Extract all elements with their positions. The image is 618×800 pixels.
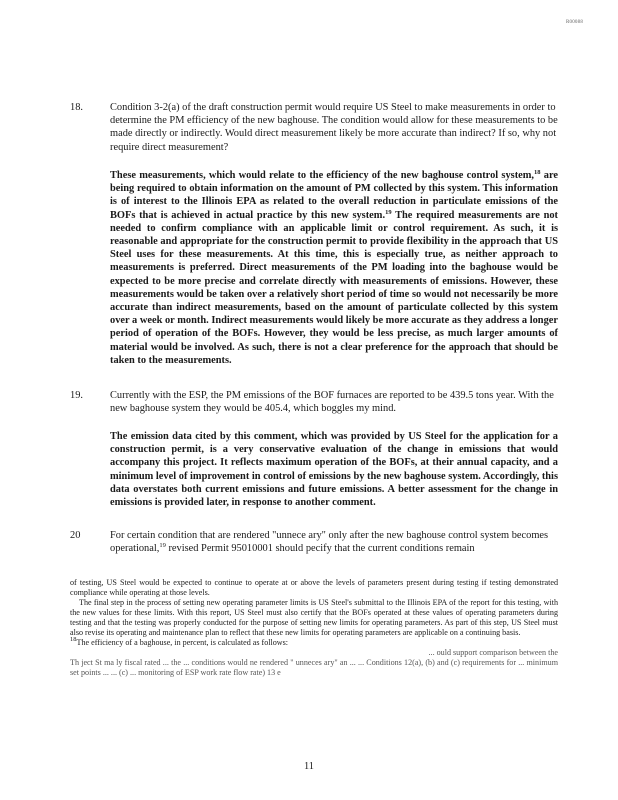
page-id: R00088 [566, 20, 584, 25]
comment-response: The emission data cited by this comment, which was provided by US Steel for the application for a construction permit, is a very conservative evaluation of the change in emissions that would accompany this project. It reflects maximum operation of the BOFs, at their annual capacity, and a minimum level of improvement in control of emissions by the new baghouse system. Accordingly, this data overstates both current emissions and future emissions. A better assessment for the change in emissions is provided later, in response to another comment. [110, 431, 558, 509]
comment-response [110, 169, 558, 367]
footnote-fragment: Th ject St ma ly fiscal rated ... the ... conditions would ne rendered " unneces ary" an ... ... Conditions 12(a), (b) and (c) requirements for ... minimum set points ... ... (c) ... monitoring of ESP work rate flow rate) 13 e [70, 658, 558, 677]
comment-question: Condition 3-2(a) of the draft construction permit would require US Steel to make measurements in order to determine the PM efficiency of the new baghouse. The condition would allow for these measurements to be made directly or indirectly. Would direct measurement likely be more accurate than indirect? If so, why not require direct measurement? [110, 102, 558, 153]
page-number: 11 [303, 761, 314, 772]
footnote-marker: 18 [70, 636, 77, 643]
comment-question [110, 529, 558, 555]
comment-question: Currently with the ESP, the PM emissions of the BOF furnaces are reported to be 439.5 tons year. With the new baghouse system they would be 405.4, which boggles my mind. [110, 390, 554, 415]
item-number: 19. [70, 390, 83, 401]
footnote-ref: 19 [385, 208, 392, 216]
item-number: 20 [70, 530, 81, 541]
footnote-fragment: ... ould support comparison between the [428, 648, 558, 657]
footnote-ref: 18 [534, 169, 541, 176]
footnote-continuation: of testing, US Steel would be expected to continue to operate at or above the levels of parameters present during testing if testing demonstrated compliance while operating at those levels. [70, 578, 558, 597]
question-text: revised Permit 95010001 should pecify that the current conditions remain [165, 543, 475, 555]
response-text: These measurements, which would relate to the efficiency of the new baghouse control system, [110, 170, 535, 181]
footnote-text: The efficiency of a baghouse, in percent, is calculated as follows: [76, 638, 289, 647]
response-text: are being required to obtain information on the amount of PM collected by this system. This information is of interest to the Illinois EPA as related to the overall reduction in particulate emissions of the BOFs that is achieved in actual practice by this new system. [110, 170, 558, 221]
item-number: 18. [70, 102, 83, 113]
question-text: For certain condition that are rendered "unnece ary" only after the new baghouse control system becomes operational, [110, 530, 549, 555]
footnote-18 [70, 638, 558, 648]
footnotes [70, 578, 558, 678]
footnote-ref: 19 [159, 542, 166, 550]
footnote-paragraph: The final step in the process of setting new operating parameter limits is US Steel's submittal to the Illinois EPA of the report for this testing, with the new values for these limits. With this report, US Steel must also certify that the BOFs operated at these values of operating parameters during testing and that the testing was properly conducted for the purpose of setting new limits for operating parameters. As part of this step, US Steel must also revise its operating and maintenance plan to reflect that these new limits for operating parameters are applicable on a continuing basis. [70, 598, 558, 637]
response-text: The required measurements are not needed to confirm compliance with an applicable limit or control requirement. As such, it is reasonable and appropriate for the construction permit to provide flexibility in the approach that US Steel uses for these measurements. At this time, this is especially true, as neither approach to measurements is preferred. Direct measurements of the PM loading into the baghouse would be expected to be more precise and correlate directly with measurements of emissions. However, these measurements would be taken over a relatively short period of time so would not necessarily be more accurate than indirect measurements, based on the amount of particulate collected by this system over a week or month. Indirect measurements would likely be more accurate as they address a longer period of operation of the BOFs. However, they would be less precise, as much larger amounts of material would be involved. As such, there is not a clear preference for the approach that should be taken to the measurements. [110, 209, 558, 366]
